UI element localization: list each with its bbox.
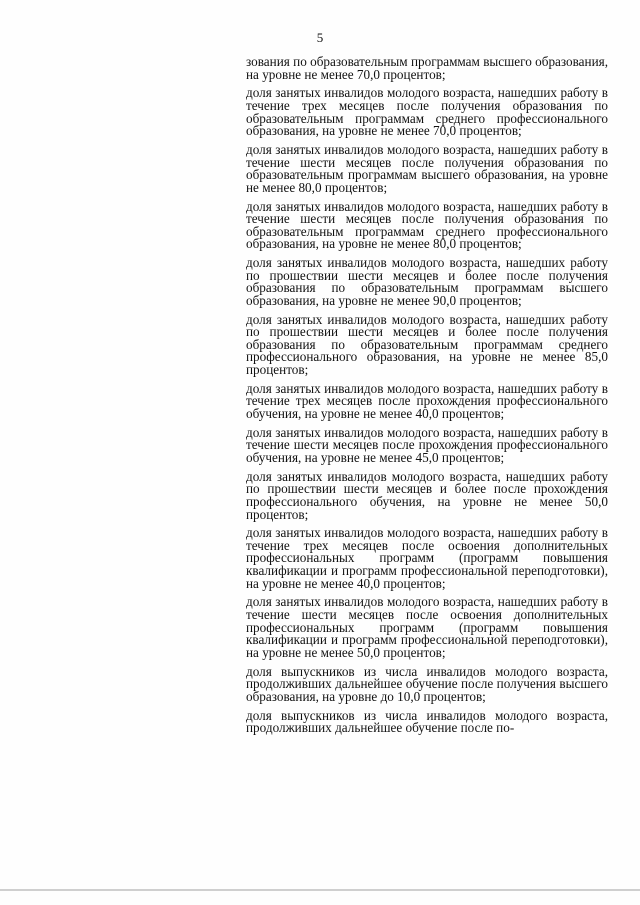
paragraph: доля занятых инвалидов молодого возраста, нашедших работу в течение шести месяцев после прохождения профессионального обучения, на уровне не менее 45,0 процентов; (246, 424, 608, 465)
paragraph: доля занятых инвалидов молодого возраста, нашедших работу в течение трех месяцев после прохождения профессионального обучения, на уровне не менее 40,0 процентов; (246, 380, 608, 421)
paragraph: доля занятых инвалидов молодого возраста, нашедших работу по прошествии шести месяцев и более после прохождения профессионального обучения, на уровне не менее 50,0 процентов; (246, 468, 608, 522)
document-body (246, 56, 608, 741)
paragraph: доля занятых инвалидов молодого возраста, нашедших работу в течение шести месяцев после освоения дополнительных профессиональных программ (программ повышения квалификации и программ профессиональной переподготовки), на уровне не менее 50,0 процентов; (246, 594, 608, 660)
paragraph: доля занятых инвалидов молодого возраста, нашедших работу в течение трех месяцев после получения образования по образовательным программам среднего профессионального образования, на уровне не менее 70,0 процентов; (246, 85, 608, 139)
paragraph: доля занятых инвалидов молодого возраста, нашедших работу по прошествии шести месяцев и более после получения образования по образовательным программам высшего образования, на уровне не менее 90,0 процентов; (246, 255, 608, 308)
page-bottom-edge (0, 889, 640, 891)
paragraph: доля занятых инвалидов молодого возраста, нашедших работу по прошествии шести месяцев и более после получения образования по образовательным программам среднего профессионального образования, на уровне не менее 85,0 процентов; (246, 311, 608, 377)
paragraph-truncated: доля выпускников из числа инвалидов молодого возраста, продолживших дальнейшее обучение после по- (246, 707, 608, 736)
paragraph: доля занятых инвалидов молодого возраста, нашедших работу в течение трех месяцев после освоения дополнительных профессиональных программ (программ повышения квалификации и программ профессиональной переподготовки), на уровне не менее 40,0 процентов; (246, 525, 608, 591)
page-number: 5 (316, 30, 324, 45)
paragraph: доля занятых инвалидов молодого возраста, нашедших работу в течение шести месяцев после получения образования по образовательным программам высшего образования, на уровне не менее 80,0 процентов; (246, 141, 608, 195)
paragraph-continuation: зования по образовательным программам высшего образования, на уровне не менее 70,0 процентов; (246, 54, 608, 82)
paragraph: доля занятых инвалидов молодого возраста, нашедших работу в течение шести месяцев после получения образования по образовательным программам среднего профессионального образования, на уровне не менее 80,0 процентов; (246, 198, 608, 252)
paragraph: доля выпускников из числа инвалидов молодого возраста, продолживших дальнейшее обучение после получения высшего образования, на уровне до 10,0 процентов; (246, 663, 608, 704)
